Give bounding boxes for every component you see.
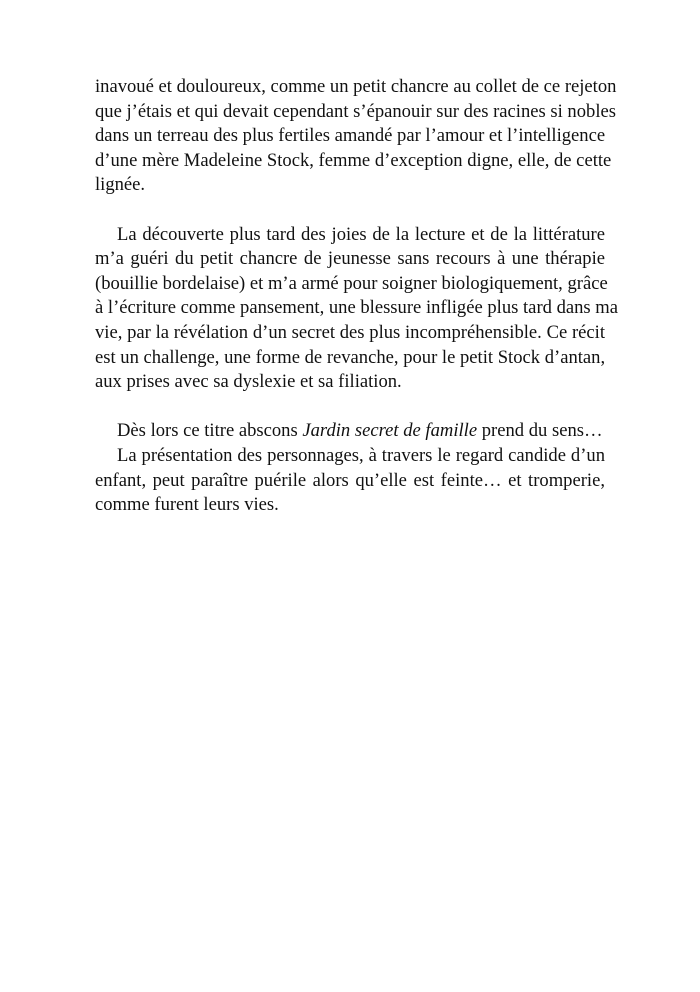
text-run: Dès lors ce titre abscons — [117, 420, 303, 442]
paragraph-1 — [95, 75, 617, 198]
text-line: d’une mère Madeleine Stock, femme d’exception digne, elle, de cette — [95, 149, 612, 171]
text-line: aux prises avec sa dyslexie et sa filiation. — [95, 371, 402, 393]
text-line: inavoué et douloureux, comme un petit chancre au collet de ce rejeton — [95, 76, 617, 97]
text-line: lignée. — [95, 174, 146, 196]
text-line: La découverte plus tard des joies de la lecture et de la littérature — [117, 223, 605, 245]
text-line: à l’écriture comme pansement, une blessure infligée plus tard dans ma — [95, 297, 619, 319]
body-text — [95, 75, 619, 518]
text-line: est un challenge, une forme de revanche, pour le petit Stock d’antan, — [95, 346, 606, 368]
paragraph-2 — [95, 223, 619, 395]
paragraph-3 — [95, 419, 605, 444]
book-title: Jardin secret de famille — [302, 420, 478, 442]
text-line: La présentation des personnages, à travers le regard candide d’un — [117, 444, 605, 466]
text-line — [95, 419, 605, 444]
text-line: vie, par la révélation d’un secret des plus incompréhensible. Ce récit — [95, 321, 605, 343]
paragraph-4 — [95, 444, 605, 518]
text-line: que j’étais et qui devait cependant s’épanouir sur des racines si nobles — [95, 100, 616, 122]
text-line: m’a guéri du petit chancre de jeunesse sans recours à une thérapie — [95, 248, 605, 270]
text-line: dans un terreau des plus fertiles amandé par l’amour et l’intelligence — [95, 125, 606, 147]
text-run: prend du sens… — [477, 420, 603, 442]
text-line: enfant, peut paraître puérile alors qu’elle est feinte… et tromperie, — [95, 469, 605, 491]
text-line: (bouillie bordelaise) et m’a armé pour soigner biologiquement, grâce — [95, 272, 608, 294]
text-line: comme furent leurs vies. — [95, 494, 279, 516]
